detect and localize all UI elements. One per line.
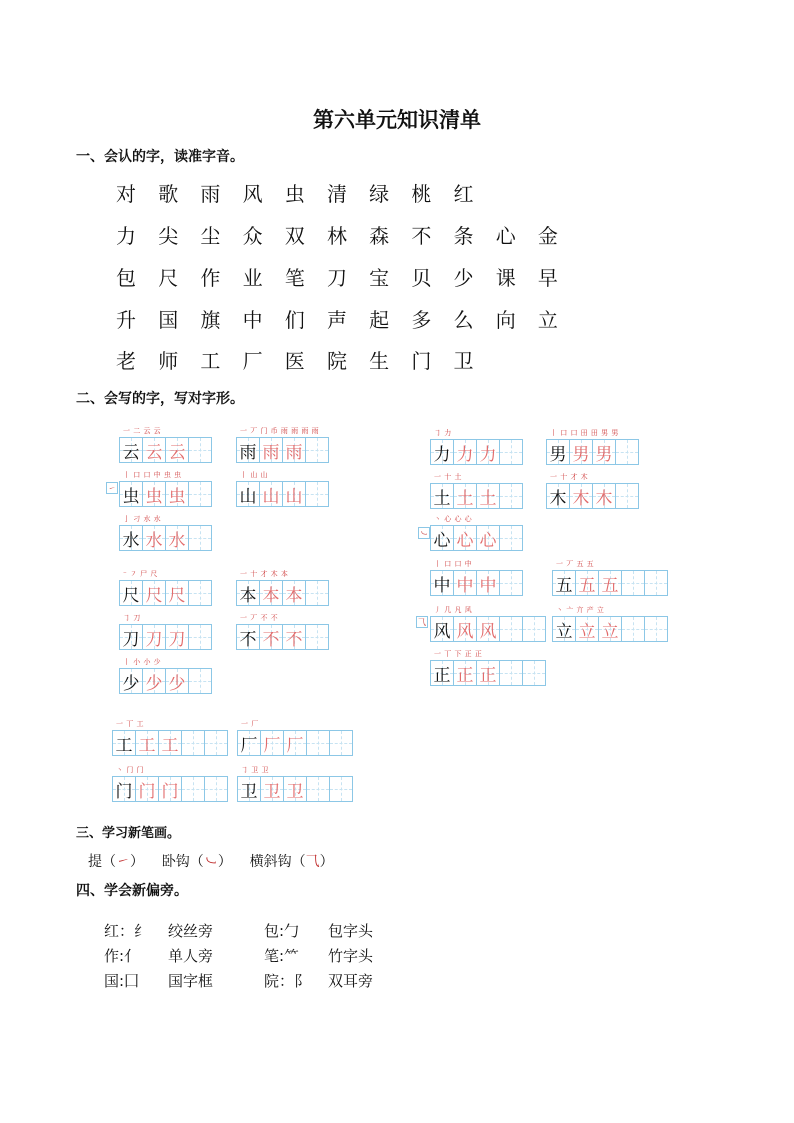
stroke-order: 丨 口 口 中 xyxy=(434,560,473,568)
reading-char: 师 xyxy=(158,349,179,373)
reading-char: 课 xyxy=(495,266,516,290)
stroke-order: ㇆ 卫 卫 xyxy=(241,766,269,774)
grid-cell: 男 xyxy=(592,439,616,465)
grid-cell xyxy=(522,660,546,686)
grid-cell: 木 xyxy=(546,483,570,509)
grid-cell xyxy=(188,437,212,463)
writing-char-block xyxy=(237,766,353,802)
reading-char: 中 xyxy=(242,308,263,332)
tian-grid xyxy=(236,481,329,507)
grid-cell xyxy=(306,730,330,756)
grid-cell xyxy=(305,580,329,606)
radical-char: 笔:⺮ xyxy=(264,947,300,965)
reading-char: 贝 xyxy=(411,266,432,290)
grid-cell: 门 xyxy=(135,776,159,802)
writing-char-block xyxy=(119,658,212,694)
stroke-order: 一 十 才 木 本 xyxy=(240,570,289,578)
reading-row xyxy=(116,304,580,333)
reading-char: 起 xyxy=(369,308,390,332)
tian-grid xyxy=(119,481,212,507)
reading-char: 们 xyxy=(284,308,305,332)
writing-char-block xyxy=(119,427,212,463)
reading-char: 宝 xyxy=(369,266,390,290)
reading-char: 么 xyxy=(453,308,474,332)
reading-char: 院 xyxy=(326,349,347,373)
grid-cell: 本 xyxy=(259,580,283,606)
stroke-hengxiegou: 横斜钩（⺄） xyxy=(249,854,334,870)
grid-cell: 卫 xyxy=(283,776,307,802)
grid-cell: 少 xyxy=(119,668,143,694)
tian-grid xyxy=(430,525,523,551)
reading-char: 老 xyxy=(116,349,136,373)
stroke-order: 丨 口 口 中 虫 虫 xyxy=(123,471,182,479)
tian-grid xyxy=(119,624,212,650)
grid-cell: 正 xyxy=(453,660,477,686)
writing-char-block xyxy=(552,606,668,642)
grid-cell: 心 xyxy=(476,525,500,551)
writing-char-block xyxy=(430,650,546,686)
reading-char: 条 xyxy=(453,224,474,248)
writing-char-block xyxy=(119,614,212,650)
tian-grid xyxy=(236,580,329,606)
grid-cell xyxy=(621,616,645,642)
reading-char: 业 xyxy=(242,266,263,290)
writing-char-block xyxy=(236,570,329,606)
new-strokes xyxy=(88,851,334,871)
grid-cell: 少 xyxy=(142,668,166,694)
radical-char: 国:囗 xyxy=(104,972,140,990)
reading-char: 林 xyxy=(326,224,347,248)
stroke-order: ⁻ ㇇ 尸 尺 xyxy=(123,570,158,578)
stroke-order: 一 丆 五 五 xyxy=(556,560,595,568)
grid-cell: 尺 xyxy=(119,580,143,606)
stroke-order: 一 十 土 xyxy=(434,473,462,481)
writing-char-block xyxy=(552,560,668,596)
grid-cell xyxy=(188,580,212,606)
grid-cell xyxy=(499,616,523,642)
reading-char: 虫 xyxy=(284,182,305,206)
grid-cell: 木 xyxy=(592,483,616,509)
grid-cell xyxy=(499,483,523,509)
grid-cell xyxy=(188,481,212,507)
grid-cell: 男 xyxy=(569,439,593,465)
grid-cell: 立 xyxy=(598,616,622,642)
tian-grid xyxy=(119,668,212,694)
reading-char: 多 xyxy=(411,308,432,332)
grid-cell xyxy=(499,570,523,596)
reading-char: 对 xyxy=(116,182,136,206)
reading-char: 雨 xyxy=(200,182,221,206)
tian-grid xyxy=(237,776,353,802)
grid-cell: 心 xyxy=(453,525,477,551)
stroke-order: 一 十 才 木 xyxy=(550,473,589,481)
radical-name: 包字头 xyxy=(328,922,374,940)
grid-cell: 雨 xyxy=(236,437,260,463)
reading-char: 少 xyxy=(453,266,474,290)
reading-char: 众 xyxy=(242,224,263,248)
grid-cell xyxy=(329,730,353,756)
stroke-order: 丶 心 心 心 xyxy=(434,515,473,523)
grid-cell: 虫 xyxy=(119,481,143,507)
stroke-order: ㇆ 力 xyxy=(434,429,452,437)
grid-cell xyxy=(305,624,329,650)
writing-char-block xyxy=(236,427,329,463)
grid-cell: 水 xyxy=(165,525,189,551)
writing-char-block xyxy=(430,560,523,596)
stroke-order: 一 丅 下 正 正 xyxy=(434,650,483,658)
grid-cell xyxy=(204,776,228,802)
stroke-tag: ㇃ xyxy=(420,528,428,538)
tian-grid xyxy=(546,483,639,509)
reading-char: 尖 xyxy=(158,224,179,248)
reading-char: 尘 xyxy=(200,224,221,248)
stroke-order: 丨 山 山 xyxy=(240,471,268,479)
grid-cell: 雨 xyxy=(259,437,283,463)
stroke-tag: ⺄ xyxy=(418,617,426,627)
grid-cell: 刀 xyxy=(142,624,166,650)
tian-grid xyxy=(546,439,639,465)
tian-grid xyxy=(552,570,668,596)
tian-grid xyxy=(430,616,546,642)
grid-cell: 厂 xyxy=(237,730,261,756)
reading-char: 金 xyxy=(537,224,558,248)
grid-cell: 山 xyxy=(259,481,283,507)
grid-cell: 门 xyxy=(112,776,136,802)
writing-char-block xyxy=(119,471,212,507)
grid-cell: 不 xyxy=(259,624,283,650)
writing-char-block xyxy=(430,606,546,642)
reading-char: 立 xyxy=(537,308,558,332)
writing-char-block xyxy=(112,720,228,756)
reading-char: 升 xyxy=(116,308,136,332)
grid-cell: 水 xyxy=(119,525,143,551)
reading-char: 向 xyxy=(495,308,516,332)
reading-char: 工 xyxy=(200,349,221,373)
reading-char: 包 xyxy=(116,266,136,290)
grid-cell: 虫 xyxy=(142,481,166,507)
reading-char: 生 xyxy=(369,349,390,373)
radical-char: 院：阝 xyxy=(264,972,310,990)
stroke-order: 丶 门 门 xyxy=(116,766,144,774)
writing-char-block xyxy=(236,471,329,507)
tian-grid xyxy=(112,730,228,756)
reading-char: 森 xyxy=(369,224,390,248)
grid-cell: 立 xyxy=(552,616,576,642)
stroke-order: 丨 小 小 少 xyxy=(123,658,162,666)
grid-cell: 不 xyxy=(282,624,306,650)
writing-char-block xyxy=(236,614,329,650)
grid-cell: 雨 xyxy=(282,437,306,463)
page-title: 第六单元知识清单 xyxy=(313,108,481,132)
grid-cell: 风 xyxy=(453,616,477,642)
grid-cell xyxy=(181,776,205,802)
grid-cell: 厂 xyxy=(283,730,307,756)
grid-cell xyxy=(204,730,228,756)
tian-grid xyxy=(237,730,353,756)
radical-name: 双耳旁 xyxy=(328,972,374,990)
reading-char: 刀 xyxy=(326,266,347,290)
reading-row xyxy=(116,220,580,249)
reading-char: 力 xyxy=(116,224,136,248)
grid-cell: 土 xyxy=(430,483,454,509)
grid-cell xyxy=(305,437,329,463)
tian-grid xyxy=(430,570,523,596)
stroke-ti: 提（㇀） xyxy=(88,854,144,870)
grid-cell xyxy=(644,616,668,642)
grid-cell xyxy=(621,570,645,596)
grid-cell: 工 xyxy=(158,730,182,756)
stroke-tag: ㇀ xyxy=(108,483,116,493)
tian-grid xyxy=(236,624,329,650)
reading-char: 桃 xyxy=(411,182,432,206)
reading-char: 清 xyxy=(326,182,347,206)
stroke-order: 一 丅 工 xyxy=(116,720,144,728)
grid-cell: 中 xyxy=(453,570,477,596)
writing-char-block xyxy=(112,766,228,802)
grid-cell: 正 xyxy=(476,660,500,686)
radical-name: 国字框 xyxy=(168,972,214,990)
reading-char: 心 xyxy=(495,224,516,248)
section3-heading: 三、学习新笔画。 xyxy=(76,826,181,841)
grid-cell xyxy=(188,624,212,650)
reading-row xyxy=(116,262,580,291)
writing-char-block xyxy=(430,515,523,551)
stroke-order: 一 厂 xyxy=(241,720,259,728)
grid-cell xyxy=(306,776,330,802)
writing-char-block xyxy=(237,720,353,756)
section1-heading: 一、会认的字，读准字音。 xyxy=(76,149,244,165)
stroke-wogou: 卧钩（㇃） xyxy=(161,854,232,870)
grid-cell: 厂 xyxy=(260,730,284,756)
reading-row xyxy=(116,345,496,374)
reading-char: 旗 xyxy=(200,308,221,332)
grid-cell: 虫 xyxy=(165,481,189,507)
grid-cell: 中 xyxy=(476,570,500,596)
stroke-order: 丶 亠 亣 产 立 xyxy=(556,606,605,614)
grid-cell: 土 xyxy=(476,483,500,509)
reading-char: 厂 xyxy=(242,349,263,373)
grid-cell: 山 xyxy=(282,481,306,507)
grid-cell: 不 xyxy=(236,624,260,650)
grid-cell: 工 xyxy=(135,730,159,756)
grid-cell: 力 xyxy=(453,439,477,465)
reading-char: 尺 xyxy=(158,266,179,290)
reading-char: 门 xyxy=(411,349,432,373)
stroke-order: 丨 口 口 田 田 男 男 xyxy=(550,429,619,437)
radical-name: 单人旁 xyxy=(168,947,214,965)
grid-cell: 尺 xyxy=(142,580,166,606)
reading-char: 笔 xyxy=(284,266,305,290)
grid-cell: 木 xyxy=(569,483,593,509)
writing-char-block xyxy=(546,473,639,509)
reading-char: 红 xyxy=(453,182,474,206)
tian-grid xyxy=(552,616,668,642)
stroke-order: 亅 刁 水 水 xyxy=(123,515,162,523)
grid-cell xyxy=(615,483,639,509)
tian-grid xyxy=(430,483,523,509)
grid-cell xyxy=(329,776,353,802)
stroke-order: ㇆ 刀 xyxy=(123,614,141,622)
grid-cell: 风 xyxy=(430,616,454,642)
grid-cell: 力 xyxy=(476,439,500,465)
stroke-order: 一 二 云 云 xyxy=(123,427,162,435)
grid-cell: 本 xyxy=(282,580,306,606)
reading-char: 风 xyxy=(242,182,263,206)
reading-char: 绿 xyxy=(369,182,390,206)
grid-cell: 少 xyxy=(165,668,189,694)
reading-char: 国 xyxy=(158,308,179,332)
grid-cell: 风 xyxy=(476,616,500,642)
grid-cell: 正 xyxy=(430,660,454,686)
grid-cell xyxy=(188,668,212,694)
grid-cell: 土 xyxy=(453,483,477,509)
tian-grid xyxy=(430,660,546,686)
reading-char: 早 xyxy=(537,266,558,290)
grid-cell: 刀 xyxy=(119,624,143,650)
grid-cell xyxy=(499,525,523,551)
grid-cell: 中 xyxy=(430,570,454,596)
grid-cell: 五 xyxy=(598,570,622,596)
radical-name: 竹字头 xyxy=(328,947,374,965)
stroke-order: 一 丆 不 不 xyxy=(240,614,279,622)
grid-cell xyxy=(305,481,329,507)
reading-char: 歌 xyxy=(158,182,179,206)
grid-cell: 卫 xyxy=(237,776,261,802)
reading-row xyxy=(116,178,496,207)
radical-char: 包:勹 xyxy=(264,922,300,940)
grid-cell: 立 xyxy=(575,616,599,642)
grid-cell: 五 xyxy=(552,570,576,596)
writing-char-block xyxy=(119,515,212,551)
grid-cell xyxy=(615,439,639,465)
grid-cell: 尺 xyxy=(165,580,189,606)
reading-char: 医 xyxy=(284,349,305,373)
radical-char: 作:亻 xyxy=(104,947,140,965)
grid-cell: 云 xyxy=(142,437,166,463)
grid-cell: 刀 xyxy=(165,624,189,650)
grid-cell xyxy=(188,525,212,551)
stroke-order: 一 丆 门 币 雨 雨 雨 雨 xyxy=(240,427,320,435)
tian-grid xyxy=(430,439,523,465)
reading-char: 双 xyxy=(284,224,305,248)
tian-grid xyxy=(119,525,212,551)
grid-cell: 云 xyxy=(119,437,143,463)
reading-char: 卫 xyxy=(453,349,474,373)
reading-char: 不 xyxy=(411,224,432,248)
tian-grid xyxy=(236,437,329,463)
tian-grid xyxy=(112,776,228,802)
section2-heading: 二、会写的字，写对字形。 xyxy=(76,391,244,407)
grid-cell: 门 xyxy=(158,776,182,802)
grid-cell xyxy=(499,439,523,465)
grid-cell: 工 xyxy=(112,730,136,756)
grid-cell: 本 xyxy=(236,580,260,606)
grid-cell xyxy=(644,570,668,596)
grid-cell: 山 xyxy=(236,481,260,507)
radical-name: 绞丝旁 xyxy=(168,922,214,940)
reading-char: 作 xyxy=(200,266,221,290)
reading-char: 声 xyxy=(326,308,347,332)
grid-cell: 男 xyxy=(546,439,570,465)
grid-cell: 云 xyxy=(165,437,189,463)
grid-cell: 水 xyxy=(142,525,166,551)
stroke-order: 丿 几 凡 风 xyxy=(434,606,473,614)
tian-grid xyxy=(119,437,212,463)
grid-cell: 心 xyxy=(430,525,454,551)
grid-cell: 力 xyxy=(430,439,454,465)
writing-char-block xyxy=(430,429,523,465)
writing-char-block xyxy=(430,473,523,509)
writing-char-block xyxy=(119,570,212,606)
radical-char: 红：纟 xyxy=(104,922,150,940)
grid-cell: 卫 xyxy=(260,776,284,802)
section4-heading: 四、学会新偏旁。 xyxy=(76,883,188,899)
tian-grid xyxy=(119,580,212,606)
grid-cell xyxy=(522,616,546,642)
writing-char-block xyxy=(546,429,639,465)
grid-cell xyxy=(181,730,205,756)
grid-cell: 五 xyxy=(575,570,599,596)
grid-cell xyxy=(499,660,523,686)
